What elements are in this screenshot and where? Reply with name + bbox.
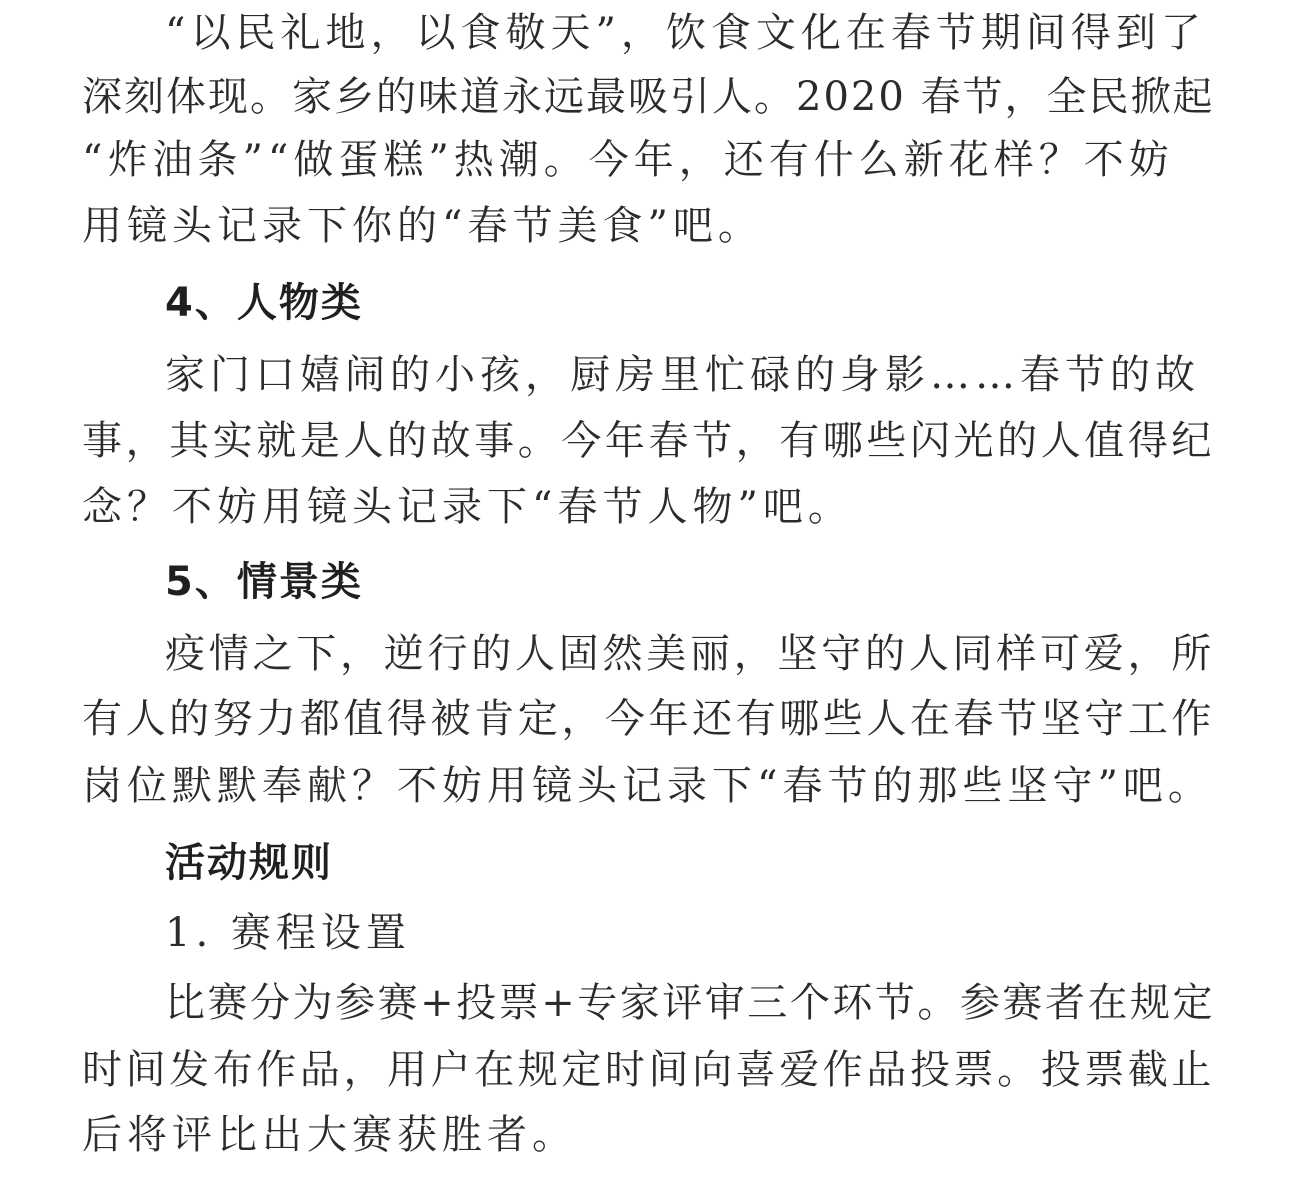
- paragraph-line: 事，其实就是人的故事。今年春节，有哪些闪光的人值得纪: [82, 418, 1215, 464]
- paragraph-line: “炸油条”“做蛋糕”热潮。今年，还有什么新花样？不妨: [82, 137, 1174, 183]
- paragraph-line: 后将评比出大赛获胜者。: [82, 1112, 577, 1158]
- paragraph-line: 用镜头记录下你的“春节美食”吧。: [82, 203, 763, 249]
- rules-subheading: 1. 赛程设置: [165, 910, 411, 956]
- paragraph-line: 家门口嬉闹的小孩，厨房里忙碌的身影……春节的故: [165, 352, 1200, 398]
- section-heading: 5、情景类: [165, 559, 363, 605]
- paragraph-line: 比赛分为参赛+投票+专家评审三个环节。参赛者在规定: [165, 980, 1216, 1026]
- paragraph-line: 时间发布作品，用户在规定时间向喜爱作品投票。投票截止: [82, 1047, 1215, 1093]
- paragraph-line: 疫情之下，逆行的人固然美丽，坚守的人同样可爱，所: [165, 631, 1215, 677]
- paragraph-line: 岗位默默奉献？不妨用镜头记录下“春节的那些坚守”吧。: [82, 763, 1213, 809]
- rules-heading: 活动规则: [165, 840, 333, 886]
- paragraph-line: 有人的努力都值得被肯定，今年还有哪些人在春节坚守工作: [82, 696, 1215, 742]
- paragraph-line: 深刻体现。家乡的味道永远最吸引人。2020 春节，全民掀起: [82, 74, 1215, 120]
- section-heading: 4、人物类: [165, 280, 363, 326]
- paragraph-line: 念？不妨用镜头记录下“春节人物”吧。: [82, 484, 853, 530]
- paragraph-line: “以民礼地，以食敬天”，饮食文化在春节期间得到了: [165, 10, 1206, 56]
